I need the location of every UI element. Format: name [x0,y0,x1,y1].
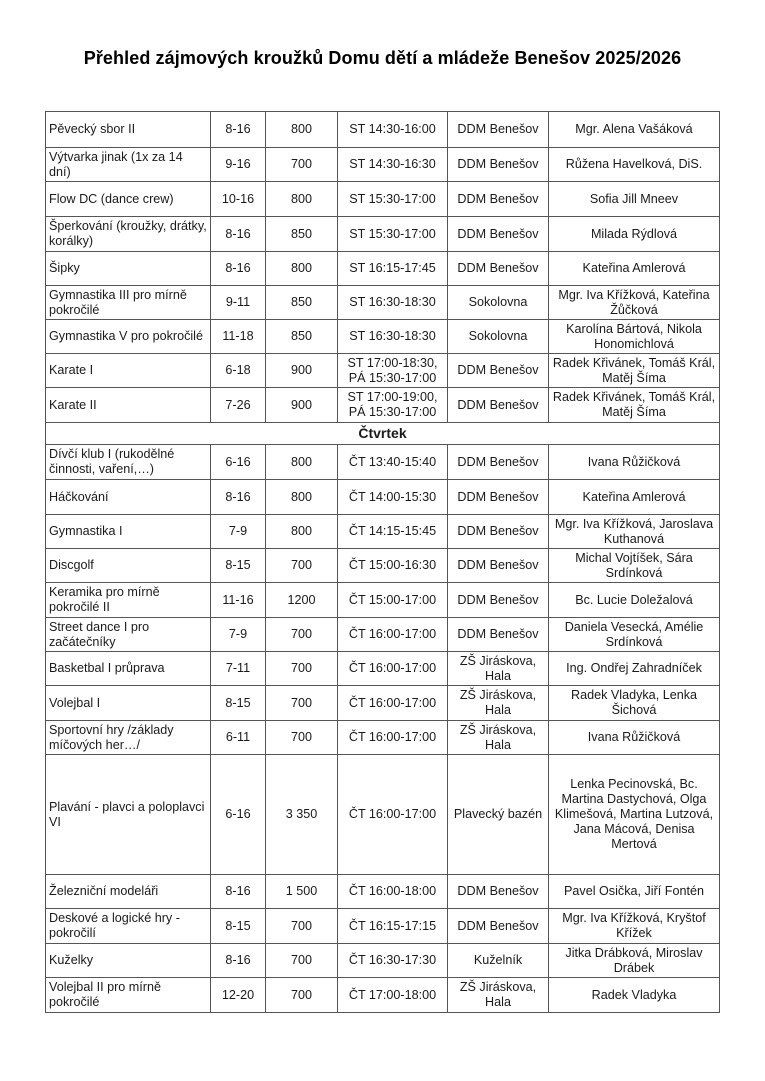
venue: DDM Benešov [448,217,549,252]
price: 700 [266,652,338,686]
schedule-time: ČT 16:30-17:30 [338,944,448,978]
schedule-time: ST 16:15-17:45 [338,252,448,286]
activity-name: Pěvecký sbor II [46,112,211,148]
schedule-time: ST 17:00-18:30, PÁ 15:30-17:00 [338,354,448,388]
schedule-time: ST 16:30-18:30 [338,286,448,320]
age-range: 8-16 [211,112,266,148]
leaders: Ivana Růžičková [549,445,720,480]
leaders: Sofia Jill Mneev [549,182,720,217]
price: 850 [266,320,338,354]
leaders: Radek Křivánek, Tomáš Král, Matěj Šíma [549,354,720,388]
table-row [46,388,720,423]
price: 900 [266,354,338,388]
price: 3 350 [266,755,338,875]
table-row [46,217,720,252]
activity-name: Basketbal I průprava [46,652,211,686]
schedule-time: ST 15:30-17:00 [338,182,448,217]
table-row [46,252,720,286]
schedule-time: ČT 16:00-17:00 [338,686,448,721]
venue: DDM Benešov [448,354,549,388]
venue: DDM Benešov [448,618,549,652]
age-range: 6-16 [211,755,266,875]
age-range: 8-16 [211,944,266,978]
table-row [46,909,720,944]
venue: DDM Benešov [448,445,549,480]
age-range: 11-16 [211,583,266,618]
table-row [46,652,720,686]
table-row [46,320,720,354]
schedule-time: ČT 14:15-15:45 [338,515,448,549]
price: 700 [266,909,338,944]
venue: ZŠ Jiráskova, Hala [448,652,549,686]
price: 800 [266,445,338,480]
activity-name: Železniční modeláři [46,875,211,909]
leaders: Daniela Vesecká, Amélie Srdínková [549,618,720,652]
age-range: 10-16 [211,182,266,217]
age-range: 7-9 [211,618,266,652]
schedule-time: ČT 16:00-17:00 [338,618,448,652]
table-row [46,480,720,515]
leaders: Lenka Pecinovská, Bc. Martina Dastychová, Olga Klimešová, Martina Lutzová, Jana Mácová, Denisa Mertová [549,755,720,875]
price: 800 [266,480,338,515]
leaders: Milada Rýdlová [549,217,720,252]
age-range: 9-11 [211,286,266,320]
schedule-time: ČT 16:00-17:00 [338,755,448,875]
venue: ZŠ Jiráskova, Hala [448,686,549,721]
activity-name: Háčkování [46,480,211,515]
age-range: 8-16 [211,252,266,286]
table-row [46,583,720,618]
venue: Sokolovna [448,320,549,354]
price: 800 [266,112,338,148]
schedule-table [45,111,720,1013]
venue: Kuželník [448,944,549,978]
schedule-time: ČT 17:00-18:00 [338,978,448,1013]
activity-name: Volejbal II pro mírně pokročilé [46,978,211,1013]
activity-name: Gymnastika V pro pokročilé [46,320,211,354]
activity-name: Deskové a logické hry - pokročilí [46,909,211,944]
venue: DDM Benešov [448,182,549,217]
venue: DDM Benešov [448,480,549,515]
activity-name: Plavání - plavci a poloplavci VI [46,755,211,875]
leaders: Mgr. Iva Křížková, Kryštof Křížek [549,909,720,944]
schedule-time: ST 16:30-18:30 [338,320,448,354]
activity-name: Gymnastika III pro mírně pokročilé [46,286,211,320]
schedule-time: ČT 13:40-15:40 [338,445,448,480]
price: 700 [266,978,338,1013]
age-range: 8-15 [211,909,266,944]
schedule-time: ST 17:00-19:00, PÁ 15:30-17:00 [338,388,448,423]
venue: DDM Benešov [448,583,549,618]
leaders: Kateřina Amlerová [549,252,720,286]
age-range: 7-11 [211,652,266,686]
schedule-time: ST 14:30-16:00 [338,112,448,148]
leaders: Růžena Havelková, DiS. [549,148,720,182]
leaders: Ivana Růžičková [549,721,720,755]
price: 700 [266,721,338,755]
age-range: 6-11 [211,721,266,755]
schedule-time: ČT 16:00-17:00 [338,721,448,755]
age-range: 6-16 [211,445,266,480]
activity-name: Discgolf [46,549,211,583]
venue: DDM Benešov [448,909,549,944]
age-range: 8-16 [211,480,266,515]
venue: DDM Benešov [448,875,549,909]
table-row [46,618,720,652]
leaders: Ing. Ondřej Zahradníček [549,652,720,686]
age-range: 9-16 [211,148,266,182]
price: 800 [266,252,338,286]
activity-name: Výtvarka jinak (1x za 14 dní) [46,148,211,182]
activity-name: Volejbal I [46,686,211,721]
table-row [46,944,720,978]
age-range: 6-18 [211,354,266,388]
age-range: 12-20 [211,978,266,1013]
price: 850 [266,217,338,252]
table-row [46,875,720,909]
table-row [46,978,720,1013]
table-row [46,148,720,182]
price: 850 [266,286,338,320]
table-row [46,112,720,148]
schedule-time: ČT 16:00-17:00 [338,652,448,686]
leaders: Mgr. Iva Křížková, Kateřina Žůčková [549,286,720,320]
price: 1 500 [266,875,338,909]
price: 700 [266,618,338,652]
venue: DDM Benešov [448,148,549,182]
schedule-time: ČT 15:00-16:30 [338,549,448,583]
table-row [46,354,720,388]
page-title: Přehled zájmových kroužků Domu dětí a mládeže Benešov 2025/2026 [83,48,682,68]
leaders: Michal Vojtíšek, Sára Srdínková [549,549,720,583]
age-range: 8-16 [211,217,266,252]
age-range: 8-15 [211,549,266,583]
table-row [46,182,720,217]
price: 700 [266,944,338,978]
leaders: Radek Křivánek, Tomáš Král, Matěj Šíma [549,388,720,423]
activity-name: Karate II [46,388,211,423]
leaders: Jitka Drábková, Miroslav Drábek [549,944,720,978]
venue: DDM Benešov [448,388,549,423]
leaders: Kateřina Amlerová [549,480,720,515]
table-row [46,286,720,320]
schedule-time: ČT 15:00-17:00 [338,583,448,618]
leaders: Pavel Osička, Jiří Fontén [549,875,720,909]
price: 900 [266,388,338,423]
table-row [46,755,720,875]
venue: DDM Benešov [448,515,549,549]
price: 700 [266,148,338,182]
table-row [46,515,720,549]
price: 1200 [266,583,338,618]
leaders: Karolína Bártová, Nikola Honomichlová [549,320,720,354]
activity-name: Šipky [46,252,211,286]
price: 800 [266,515,338,549]
activity-name: Šperkování (kroužky, drátky, korálky) [46,217,211,252]
table-row [46,721,720,755]
age-range: 7-9 [211,515,266,549]
activity-name: Gymnastika I [46,515,211,549]
leaders: Radek Vladyka, Lenka Šichová [549,686,720,721]
leaders: Bc. Lucie Doležalová [549,583,720,618]
age-range: 8-16 [211,875,266,909]
leaders: Mgr. Alena Vašáková [549,112,720,148]
table-row [46,445,720,480]
age-range: 7-26 [211,388,266,423]
leaders: Mgr. Iva Křížková, Jaroslava Kuthanová [549,515,720,549]
activity-name: Keramika pro mírně pokročilé II [46,583,211,618]
venue: ZŠ Jiráskova, Hala [448,978,549,1013]
activity-name: Dívčí klub I (rukodělné činnosti, vaření,…) [46,445,211,480]
activity-name: Flow DC (dance crew) [46,182,211,217]
activity-name: Karate I [46,354,211,388]
venue: DDM Benešov [448,112,549,148]
venue: DDM Benešov [448,549,549,583]
day-heading-row [46,423,720,445]
table-row [46,549,720,583]
table-row [46,686,720,721]
activity-name: Kuželky [46,944,211,978]
schedule-time: ČT 16:15-17:15 [338,909,448,944]
venue: Sokolovna [448,286,549,320]
day-heading: Čtvrtek [46,423,720,445]
schedule-time: ČT 16:00-18:00 [338,875,448,909]
price: 700 [266,549,338,583]
venue: DDM Benešov [448,252,549,286]
venue: Plavecký bazén [448,755,549,875]
schedule-time: ČT 14:00-15:30 [338,480,448,515]
venue: ZŠ Jiráskova, Hala [448,721,549,755]
leaders: Radek Vladyka [549,978,720,1013]
price: 800 [266,182,338,217]
schedule-time: ST 14:30-16:30 [338,148,448,182]
age-range: 11-18 [211,320,266,354]
schedule-time: ST 15:30-17:00 [338,217,448,252]
activity-name: Street dance I pro začátečníky [46,618,211,652]
price: 700 [266,686,338,721]
age-range: 8-15 [211,686,266,721]
activity-name: Sportovní hry /základy míčových her…/ [46,721,211,755]
